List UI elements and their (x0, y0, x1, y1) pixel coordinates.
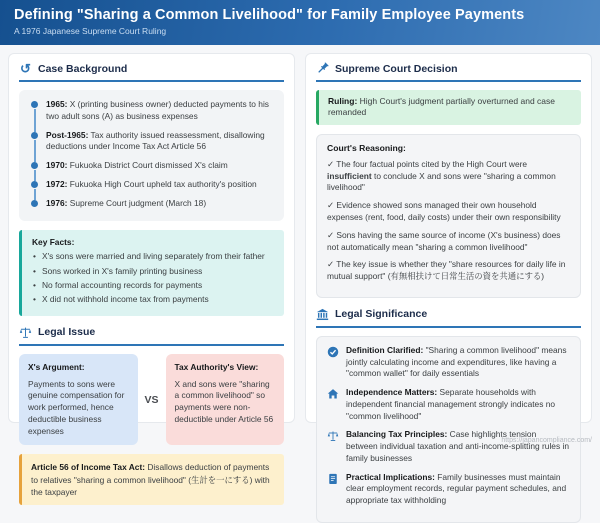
x-argument-box (19, 354, 138, 446)
ruling-text: High Court's judgment partially overturned and case remanded (328, 96, 555, 118)
court-reasoning-box (316, 134, 581, 298)
article-56-label: Article 56 of Income Tax Act: (31, 462, 146, 473)
reasoning-item (327, 259, 570, 283)
timeline-text: X (printing business owner) deducted payments to his two adult sons (A) as business expenses (46, 99, 269, 121)
check-circle-icon (327, 346, 339, 380)
reasoning-item (327, 200, 570, 224)
tax-authority-title: Tax Authority's View: (174, 361, 259, 372)
reasoning-text: Evidence showed sons managed their own household expenses (rent, food, daily costs) under their own responsibility (327, 200, 561, 222)
page-title: Defining "Sharing a Common Livelihood" for Family Employee Payments (14, 7, 525, 23)
check-mark: ✓ (327, 259, 337, 270)
check-mark: ✓ (327, 229, 337, 240)
scales-icon (19, 326, 32, 339)
timeline-year: 1976: (46, 197, 68, 208)
x-argument-text: Payments to sons were genuine compensation for work performed, hence deductible business expenses (28, 378, 125, 436)
timeline-year: 1972: (46, 178, 68, 189)
key-fact-item: • No formal accounting records for payments (32, 280, 274, 291)
reasoning-text: Sons having the same source of income (X's business) does not automatically mean "sharing a common livelihood" (327, 229, 561, 252)
legal-significance-box (316, 336, 581, 523)
significance-content (346, 345, 570, 380)
gavel-icon (316, 62, 329, 75)
case-background-heading (19, 62, 284, 82)
reasoning-text: The four factual points cited by the High Court were (336, 158, 528, 169)
key-facts-title: Key Facts: (32, 237, 75, 248)
case-background-heading-label: Case Background (38, 62, 128, 75)
significance-title: Independence Matters: (346, 387, 438, 398)
significance-text: "Sharing a common livelihood" means jointly calculating income and expenditures, like having a "common wallet" for daily essentials (346, 344, 567, 379)
reasoning-item (327, 159, 570, 194)
timeline-entry (29, 179, 274, 191)
section-legal-issue (19, 326, 284, 505)
x-argument-title: X's Argument: (28, 361, 85, 372)
timeline-entry (29, 160, 274, 172)
left-column (8, 53, 295, 497)
check-mark: ✓ (327, 200, 337, 211)
history-icon: ↺ (20, 61, 31, 76)
timeline-year: 1965: (46, 99, 68, 109)
ruling-label: Ruling: (328, 96, 358, 106)
tax-authority-text: X and sons were "sharing a common livelihood" so payments were non-deductible under Article 56 (174, 378, 274, 424)
legal-significance-heading-label: Legal Significance (335, 308, 428, 321)
reasoning-text: The key issue is whether they "share resources for daily life in mutual support" (有無相扶けて日常生活の資を共通にする) (327, 259, 566, 282)
legal-significance-heading (316, 308, 581, 328)
timeline-entry (29, 99, 274, 123)
bank-icon (316, 308, 329, 321)
timeline-year: Post-1965: (46, 129, 89, 140)
legal-issue-heading (19, 326, 284, 346)
tax-authority-box (166, 354, 285, 446)
reasoning-text-bold: insufficient (327, 170, 372, 181)
timeline-entry (29, 130, 274, 154)
timeline-text: Fukuoka High Court upheld tax authority's position (69, 178, 257, 189)
significance-content (346, 472, 570, 507)
significance-content (346, 387, 570, 422)
timeline-text: Fukuoka District Court dismissed X's claim (69, 160, 228, 171)
significance-item (327, 345, 570, 380)
significance-title: Balancing Tax Principles: (346, 429, 448, 440)
reasoning-item (327, 230, 570, 254)
significance-text: Case highlights tension between individual taxation and anti-income-splitting rules in family businesses (346, 429, 569, 463)
timeline (19, 90, 284, 221)
significance-content (346, 429, 570, 464)
house-icon (327, 388, 339, 422)
timeline-text: Tax authority issued reassessment, disallowing deductions under Income Tax Act Article 56 (46, 129, 265, 152)
court-decision-heading-label: Supreme Court Decision (335, 62, 458, 75)
timeline-entry (29, 198, 274, 210)
significance-item (327, 429, 570, 464)
check-mark: ✓ (327, 158, 337, 169)
argument-comparison (19, 354, 284, 446)
section-court-decision (316, 62, 581, 298)
page-subtitle: A 1976 Japanese Supreme Court Ruling (14, 26, 167, 36)
key-fact-item: • Sons worked in X's family printing business (32, 266, 274, 277)
section-legal-significance (316, 308, 581, 523)
key-facts-box (19, 230, 284, 315)
significance-title: Practical Implications: (346, 471, 435, 482)
key-fact-item: • X did not withhold income tax from payments (32, 294, 274, 305)
scales-icon (327, 430, 339, 464)
page-header (0, 0, 600, 45)
legal-issue-heading-label: Legal Issue (38, 326, 96, 339)
vs-label: VS (144, 393, 159, 406)
significance-item (327, 387, 570, 422)
timeline-text: Supreme Court judgment (March 18) (69, 197, 207, 208)
article-56-box (19, 454, 284, 505)
ruling-box (316, 90, 581, 125)
timeline-year: 1970: (46, 160, 68, 171)
court-decision-heading (316, 62, 581, 82)
section-case-background (19, 62, 284, 316)
court-reasoning-title: Court's Reasoning: (327, 142, 406, 153)
article-56-text: Disallows deduction of payments to relatives "sharing a common livelihood" (生計を一にする) with the taxpayer (31, 462, 270, 497)
key-fact-item: • X's sons were married and living separately from their father (32, 251, 274, 262)
reasoning-text: to conclude X and sons were "sharing a common livelihood" (327, 170, 556, 193)
significance-text: Family businesses must maintain clear employment records, regular payment schedules, and appropriate tax withholding (346, 471, 567, 506)
key-facts-list (32, 251, 274, 305)
footer-url-link[interactable]: https://japancompliance.com/ (501, 437, 592, 444)
significance-text: Separate households with independent financial management strongly indicates no "common livelihood" (346, 387, 556, 421)
significance-item (327, 472, 570, 507)
significance-title: Definition Clarified: (346, 344, 424, 355)
document-icon (327, 473, 339, 507)
